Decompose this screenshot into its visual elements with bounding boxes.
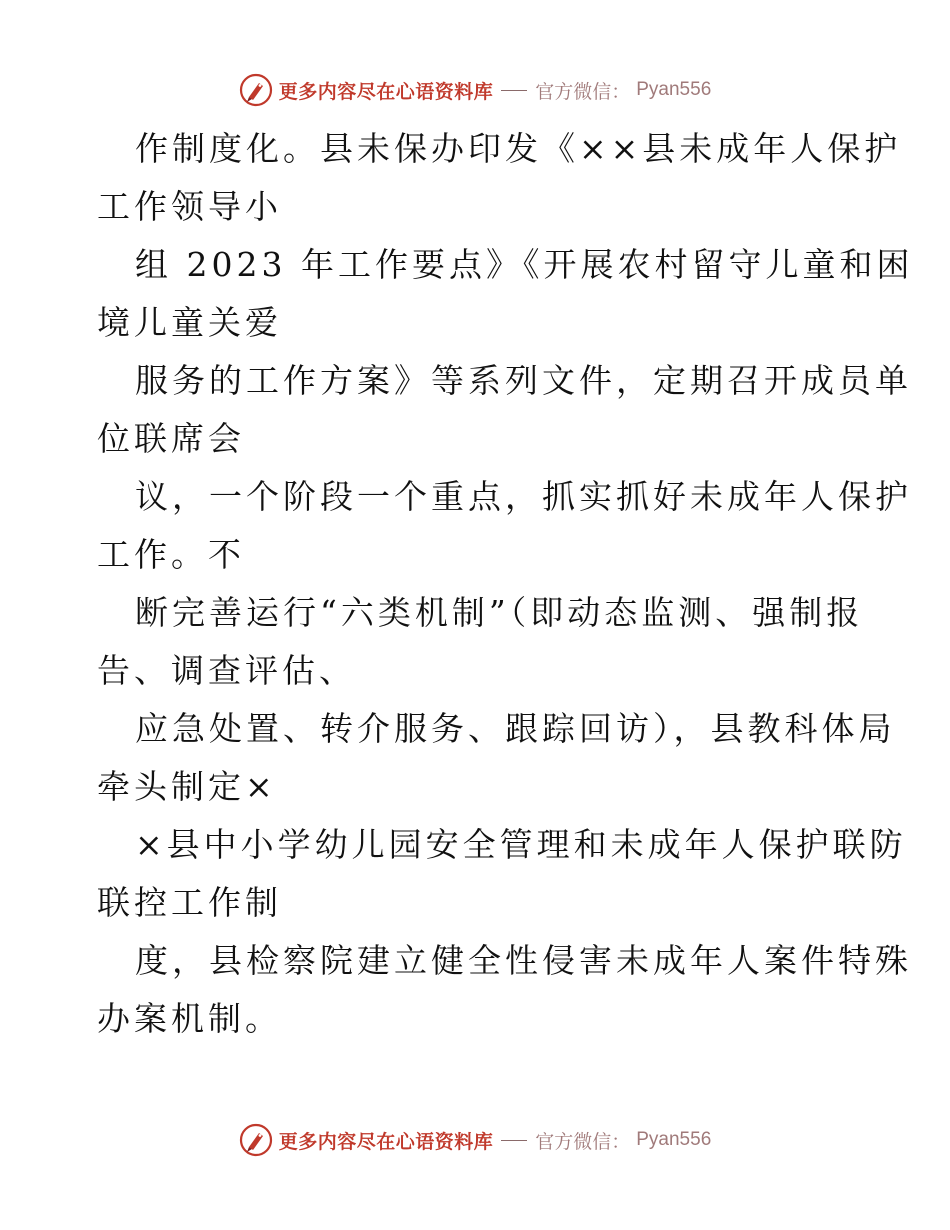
- text-line: 服务的工作方案》等系列文件，定期召开成员单: [135, 361, 912, 400]
- text-line: 议，一个阶段一个重点，抓实抓好未成年人保护: [135, 477, 912, 516]
- watermark-main-text: 更多内容尽在心语资料库: [278, 1130, 494, 1153]
- watermark-account: Pyan556: [636, 79, 712, 100]
- text-line: 度，县检察院建立健全性侵害未成年人案件特殊: [135, 941, 912, 980]
- text-line: 作制度化。县未保办印发《××县未成年人保护: [135, 129, 902, 168]
- text-line: 工作领导小: [97, 187, 282, 226]
- document-body: [97, 120, 914, 1048]
- watermark-account: Pyan556: [636, 1129, 712, 1150]
- watermark-group: [239, 73, 712, 107]
- footer-watermark: [0, 1120, 950, 1160]
- pen-nib-logo-icon: [239, 1123, 273, 1157]
- paragraph: [97, 120, 914, 1048]
- text-line: 联控工作制: [97, 883, 282, 922]
- header-watermark: [0, 70, 950, 110]
- watermark-main-text: 更多内容尽在心语资料库: [278, 80, 494, 103]
- watermark-group: [239, 1123, 712, 1157]
- watermark-dash: [501, 90, 527, 91]
- text-line: 应急处置、转介服务、跟踪回访），县教科体局: [135, 709, 896, 748]
- text-line: 牵头制定×: [97, 767, 277, 806]
- text-line: 工作。不: [97, 535, 245, 574]
- text-line: 境儿童关爱: [97, 303, 282, 342]
- watermark-sub-text: 官方微信：: [535, 80, 631, 103]
- watermark-dash: [501, 1140, 527, 1141]
- text-line: 位联席会: [97, 419, 245, 458]
- text-line: 组 2023 年工作要点》《开展农村留守儿童和困: [135, 245, 914, 284]
- text-line: ×县中小学幼儿园安全管理和未成年人保护联防: [135, 825, 907, 864]
- watermark-sub-text: 官方微信：: [535, 1130, 631, 1153]
- pen-nib-logo-icon: [239, 73, 273, 107]
- text-line: 断完善运行“六类机制”（即动态监测、强制报: [135, 593, 864, 632]
- text-line: 办案机制。: [97, 999, 282, 1038]
- text-line: 告、调查评估、: [97, 651, 356, 690]
